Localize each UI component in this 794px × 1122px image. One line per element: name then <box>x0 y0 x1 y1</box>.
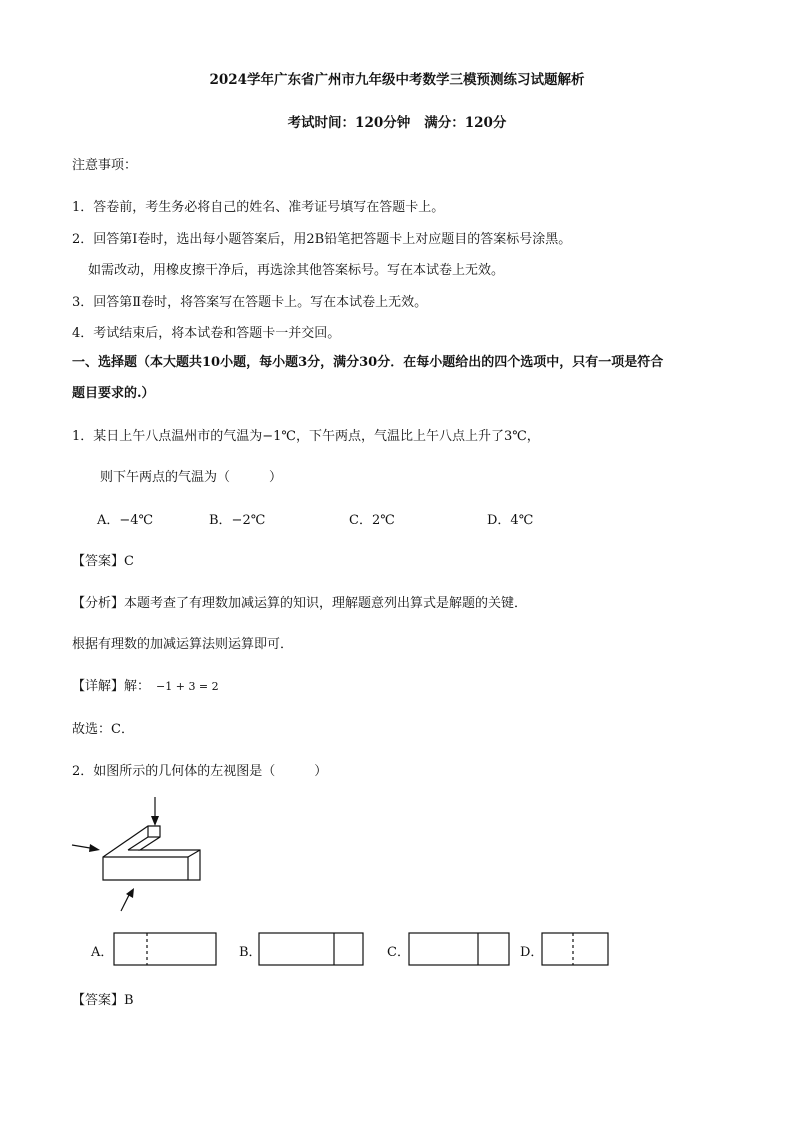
q1-option-b: B．−2℃ <box>209 513 266 528</box>
q2-option-a-figure <box>114 933 216 965</box>
q2-option-c-figure <box>409 933 509 965</box>
q1-stem: 1．某日上午八点温州市的气温为−1℃，下午两点，气温比上午八点上升了3℃， <box>72 429 540 444</box>
q1-conclusion: 故选：C． <box>72 722 134 737</box>
notice-item-4: 4．考试结束后，将本试卷和答题卡一并交回。 <box>72 326 341 341</box>
q1-analysis-cont: 根据有理数的加减运算法则运算即可． <box>72 637 294 652</box>
q2-option-d-label: D． <box>520 945 544 960</box>
q1-stem-cont: 则下午两点的气温为（ ） <box>100 470 283 485</box>
q2-answer: 【答案】B <box>72 993 134 1008</box>
q1-detail-label: 【详解】解： <box>72 679 151 694</box>
notice-item-2: 2．回答第Ⅰ卷时，选出每小题答案后，用2B铅笔把答题卡上对应题目的答案标号涂黑。 <box>72 232 572 247</box>
notice-item-3: 3．回答第Ⅱ卷时，将答案写在答题卡上。写在本试卷上无效。 <box>72 295 428 310</box>
q1-answer: 【答案】C <box>72 554 134 569</box>
q2-option-c-label: C． <box>387 945 410 960</box>
q1-option-a: A．−4℃ <box>97 513 154 528</box>
q2-stem: 2．如图所示的几何体的左视图是（ ） <box>72 764 328 779</box>
q1-option-d: D．4℃ <box>487 513 534 528</box>
q2-option-b-label: B． <box>239 945 262 960</box>
q1-option-c: C．2℃ <box>349 513 395 528</box>
q2-option-d-figure <box>542 933 608 965</box>
section-heading: 一、选择题（本大题共10小题，每小题3分，满分30分．在每小题给出的四个选项中，只有一项是符合 <box>72 355 664 370</box>
notice-item-2-cont: 如需改动，用橡皮擦干净后，再选涂其他答案标号。写在本试卷上无效。 <box>88 263 505 278</box>
full-score: 满分：120分 <box>424 115 507 131</box>
notice-item-1: 1．答卷前，考生务必将自己的姓名、准考证号填写在答题卡上。 <box>72 200 445 215</box>
page-title: 2024学年广东省广州市九年级中考数学三模预测练习试题解析 <box>209 72 585 88</box>
exam-time: 考试时间：120分钟 <box>287 115 411 131</box>
q2-option-a-label: A． <box>91 945 114 960</box>
section-heading-cont: 题目要求的.） <box>72 386 155 401</box>
q1-analysis: 【分析】本题考查了有理数加减运算的知识，理解题意列出算式是解题的关键． <box>72 596 528 611</box>
q1-detail-formula: −1 + 3 = 2 <box>156 680 219 693</box>
q2-option-b-figure <box>259 933 363 965</box>
notice-heading: 注意事项： <box>72 158 138 173</box>
